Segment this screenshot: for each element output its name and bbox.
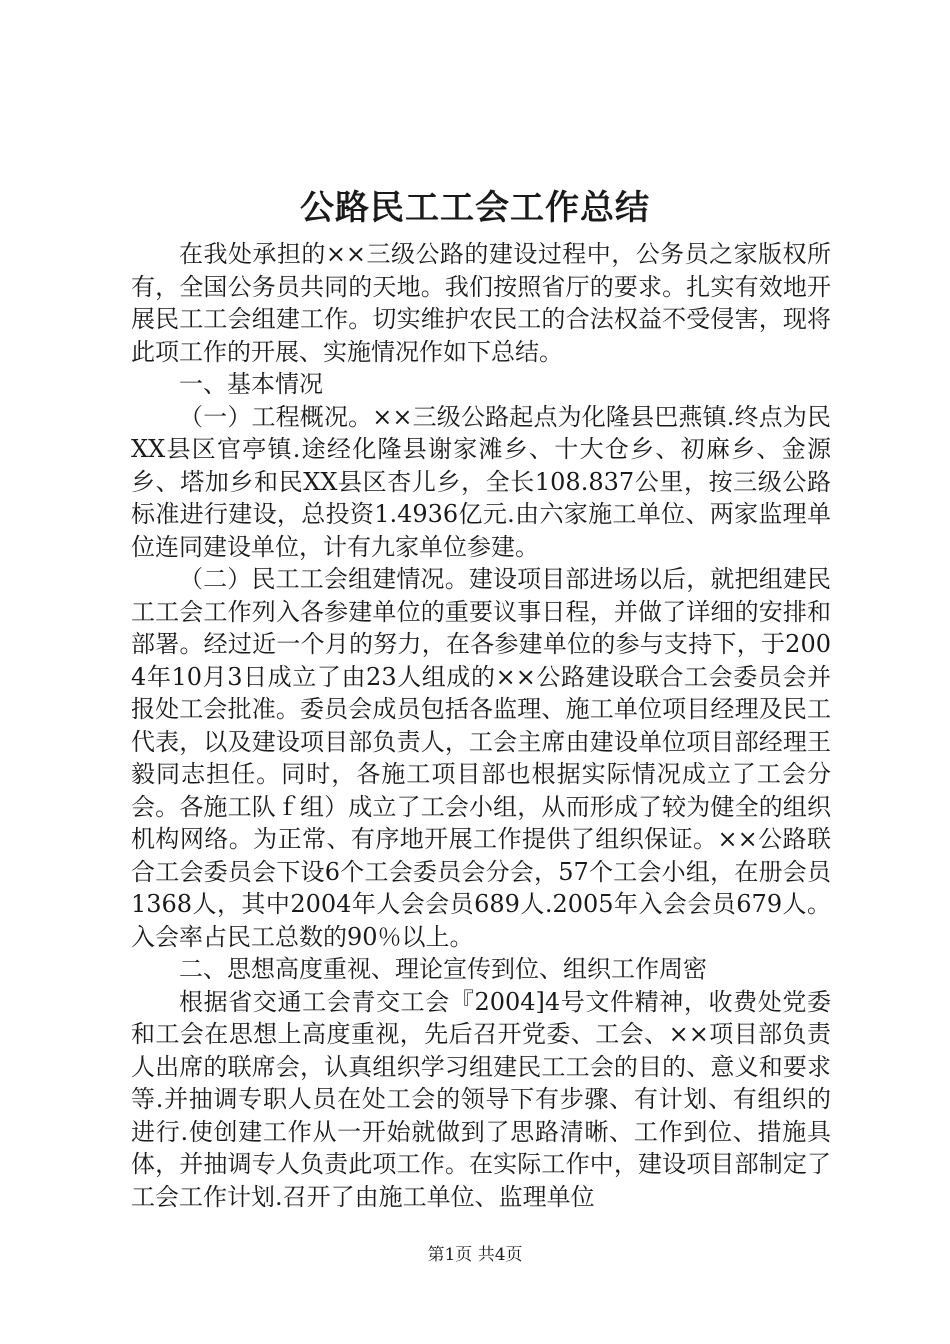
document-title: 公路民工工会工作总结	[300, 188, 650, 228]
paragraph-union-formation: （二）民工工会组建情况。建设项目部进场以后，就把组建民工工会工作列入各参建单位的重要议事日程，并做了详细的安排和部署。经过近一个月的努力，在各参建单位的参与支持下，于2004年10月3日成立了由23人组成的××公路建设联合工会委员会并报处工会批准。委员会成员包括各监理、施工单位项目经理及民工代表，以及建设项目部负责人，工会主席由建设单位项目部经理王毅同志担任。同时，各施工项目部也根据实际情况成立了工会分会。各施工队ｆ组）成立了工会小组，从而形成了较为健全的组织机构网络。为正常、有序地开展工作提供了组织保证。××公路联合工会委员会下设6个工会委员会分会，57个工会小组，在册会员1368人，其中2004年人会会员689人.2005年入会会员679人。入会率占民工总数的90％以上。	[131, 565, 831, 951]
document-body	[131, 238, 831, 1213]
paragraph-project-overview: （一）工程概况。××三级公路起点为化隆县巴燕镇.终点为民XX县区官亭镇.途经化隆县谢家滩乡、十大仓乡、初麻乡、金源乡、塔加乡和民XX县区杏儿乡，全长108.837公里，按三级公路标准进行建设，总投资1.4936亿元.由六家施工单位、两家监理单位连同建设单位，计有九家单位参建。	[131, 402, 831, 561]
paragraph-intro: 在我处承担的××三级公路的建设过程中，公务员之家版权所有，全国公务员共同的天地。我们按照省厅的要求。扎实有效地开展民工工会组建工作。切实维护农民工的合法权益不受侵害，现将此项工作的开展、实施情况作如下总结。	[131, 240, 831, 366]
page-number: 第1页 共4页	[427, 1245, 523, 1265]
heading-thought-emphasis: 二、思想高度重视、理论宣传到位、组织工作周密	[179, 955, 707, 983]
heading-basic-situation: 一、基本情况	[179, 370, 323, 398]
paragraph-implementation: 根据省交通工会青交工会『2004]4号文件精神，收费处党委和工会在思想上高度重视，先后召开党委、工会、××项目部负责人出席的联席会，认真组织学习组建民工工会的目的、意义和要求等.并抽调专职人员在处工会的领导下有步骤、有计划、有组织的进行.使创建工作从一开始就做到了思路清晰、工作到位、措施具体，并抽调专人负责此项工作。在实际工作中，建设项目部制定了工会工作计划.召开了由施工单位、监理单位	[131, 987, 831, 1211]
